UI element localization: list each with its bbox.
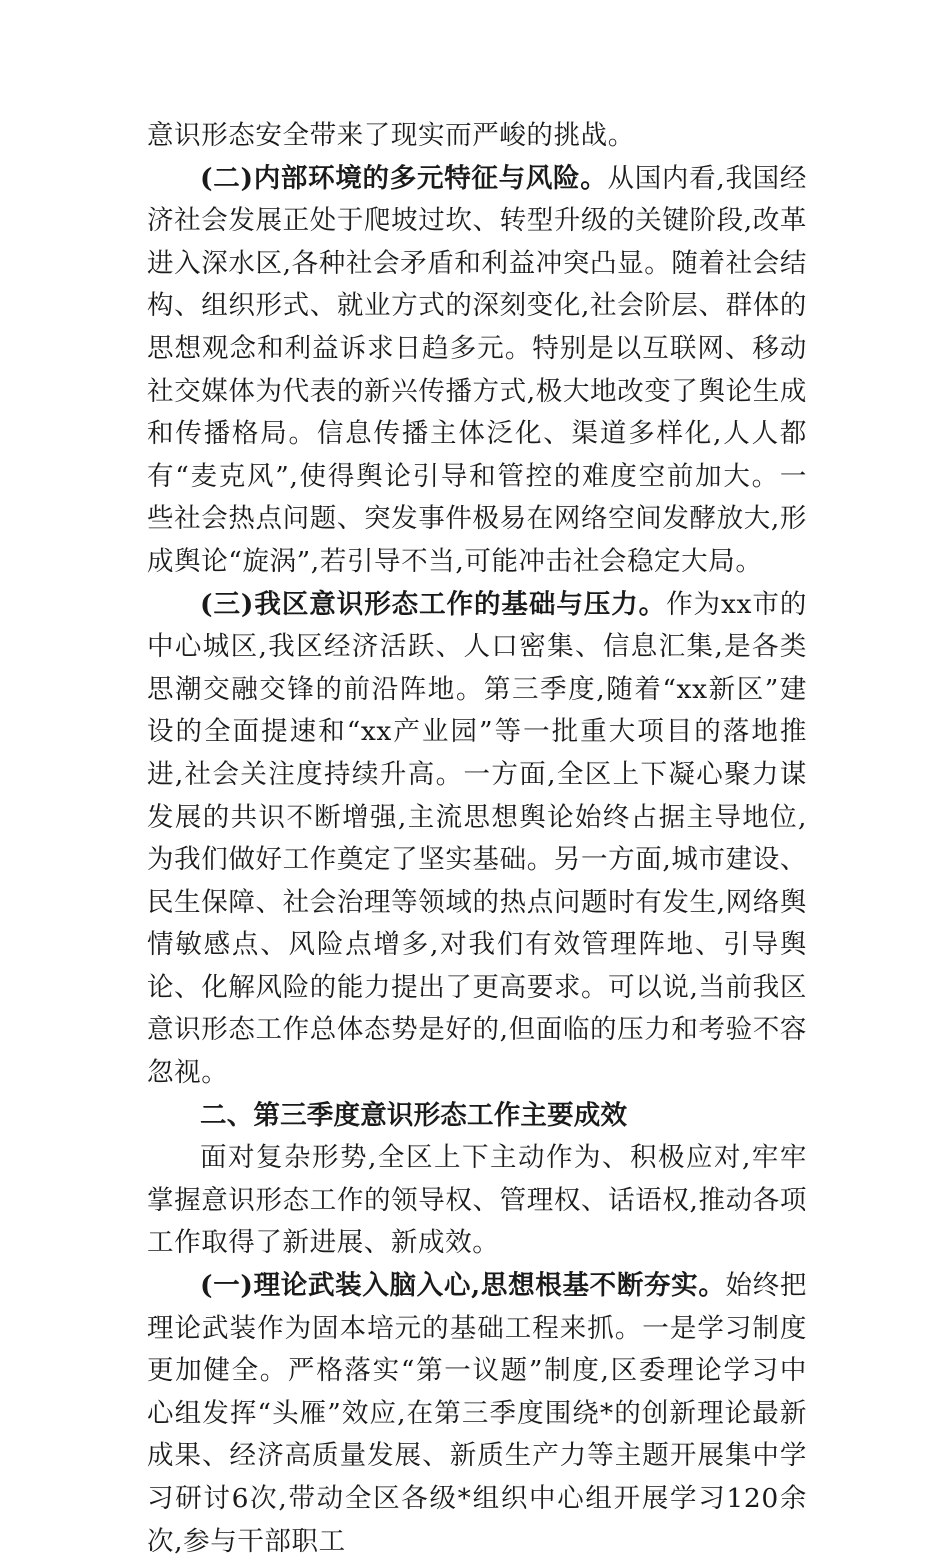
paragraph-text: 作为xx市的中心城区,我区经济活跃、人口密集、信息汇集,是各类思潮交融交锋的前沿阵地。第三季度,随着“xx新区”建设的全面提速和“xx产业园”等一批重大项目的落地推进,社会关注度持续升高。一方面,全区上下凝心聚力谋发展的共识不断增强,主流思想舆论始终占据主导地位,为我们做好工作奠定了坚实基础。另一方面,城市建设、民生保障、社会治理等领域的热点问题时有发生,网络舆情敏感点、风险点增多,对我们有效管理阵地、引导舆论、化解风险的能力提出了更高要求。可以说,当前我区意识形态工作总体态势是好的,但面临的压力和考验不容忽视。: [147, 588, 807, 1089]
paragraph-text: 意识形态安全带来了现实而严峻的挑战。: [147, 120, 635, 151]
paragraph-continuation: [147, 115, 807, 158]
section-heading: [147, 1095, 807, 1138]
paragraph-text: 始终把理论武装作为固本培元的基础工程来抓。一是学习制度更加健全。严格落实“第一议题”制度,区委理论学习中心组发挥“头雁”效应,在第三季度围绕*的创新理论最新成果、经济高质量发展、新质生产力等主题开展集中学习研讨6次,带动全区各级*组织中心组开展学习120余次,参与干部职工: [147, 1270, 807, 1557]
section-heading-text: 二、第三季度意识形态工作主要成效: [200, 1099, 628, 1131]
paragraph-theory-study: [147, 1265, 807, 1563]
paragraph-district-foundation: [147, 584, 807, 1095]
paragraph-lead: (三)我区意识形态工作的基础与压力。: [200, 588, 667, 620]
paragraph-text: 面对复杂形势,全区上下主动作为、积极应对,牢牢掌握意识形态工作的领导权、管理权、话语权,推动各项工作取得了新进展、新成效。: [147, 1142, 807, 1259]
paragraph-lead: (一)理论武装入脑入心,思想根基不断夯实。: [200, 1270, 726, 1302]
paragraph-lead: (二)内部环境的多元特征与风险。: [200, 162, 608, 194]
paragraph-section-intro: [147, 1137, 807, 1265]
paragraph-internal-environment: [147, 158, 807, 584]
paragraph-text: 从国内看,我国经济社会发展正处于爬坡过坎、转型升级的关键阶段,改革进入深水区,各种社会矛盾和利益冲突凸显。随着社会结构、组织形式、就业方式的深刻变化,社会阶层、群体的思想观念和利益诉求日趋多元。特别是以互联网、移动社交媒体为代表的新兴传播方式,极大地改变了舆论生成和传播格局。信息传播主体泛化、渠道多样化,人人都有“麦克风”,使得舆论引导和管控的难度空前加大。一些社会热点问题、突发事件极易在网络空间发酵放大,形成舆论“旋涡”,若引导不当,可能冲击社会稳定大局。: [147, 162, 807, 577]
document-body: [147, 115, 807, 1563]
